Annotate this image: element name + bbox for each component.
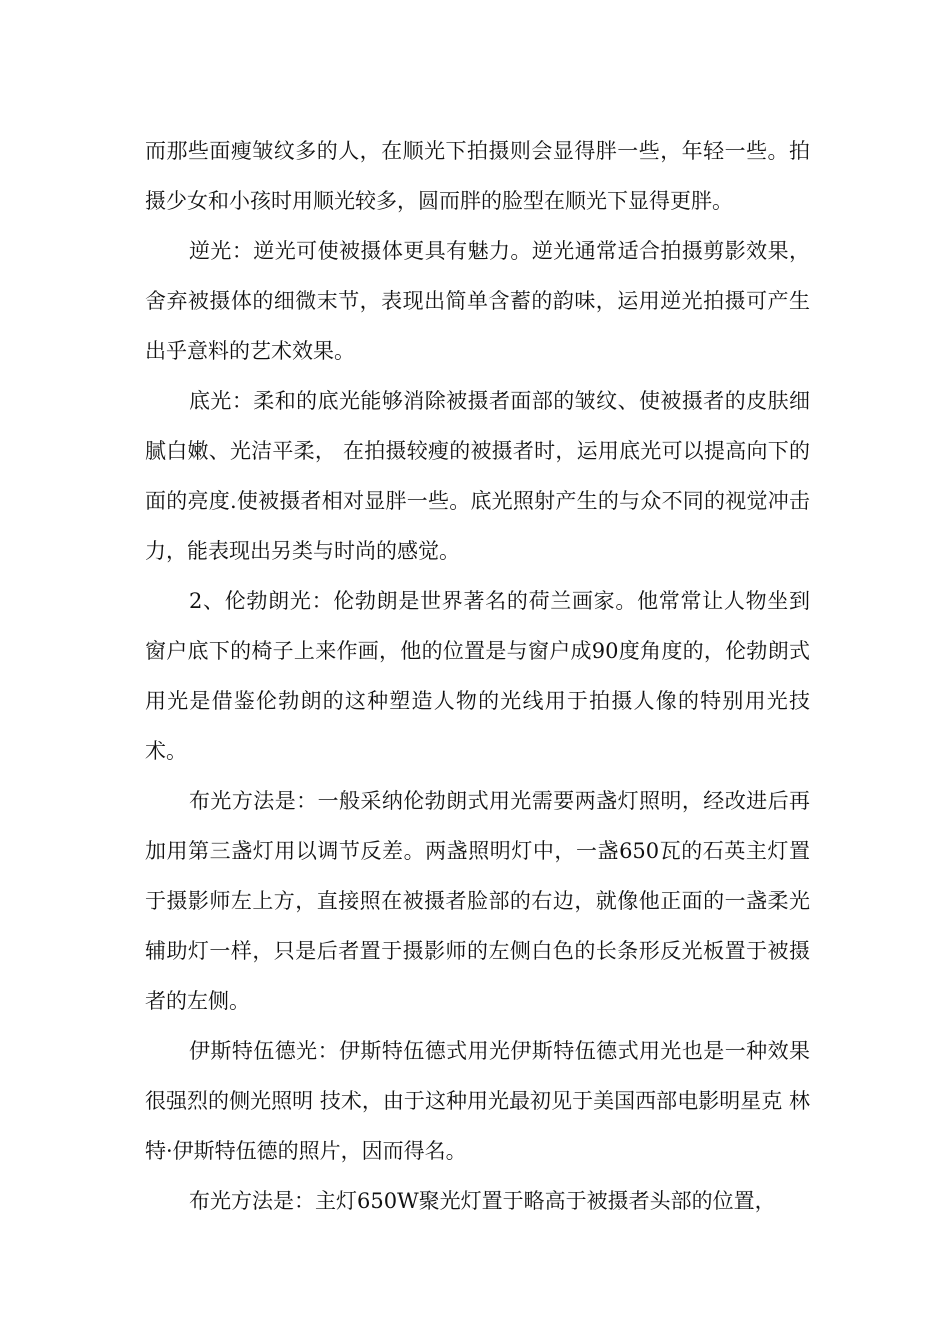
paragraph-rembrandt-setup: 布光方法是：一般采纳伦勃朗式用光需要两盏灯照明，经改进后再加用第三盏灯用以调节反差。两盏照明灯中，一盏650瓦的石英主灯置于摄影师左上方，直接照在被摄者脸部的右边，就像他正面的一盏柔光辅助灯一样，只是后者置于摄影师的左侧白色的长条形反光板置于被摄者的左侧。: [145, 789, 810, 1013]
paragraph-backlight: 逆光：逆光可使被摄体更具有魅力。逆光通常适合拍摄剪影效果，舍弃被摄体的细微末节，表现出简单含蓄的韵味，运用逆光拍摄可产生出乎意料的艺术效果。: [145, 239, 810, 363]
paragraph-rembrandt-light: 2、伦勃朗光：伦勃朗是世界著名的荷兰画家。他常常让人物坐到窗户底下的椅子上来作画，他的位置是与窗户成90度角度的，伦勃朗式用光是借鉴伦勃朗的这种塑造人物的光线用于拍摄人像的特别用光技术。: [145, 589, 810, 763]
paragraph-eastwood-light: 伊斯特伍德光：伊斯特伍德式用光伊斯特伍德式用光也是一种效果很强烈的侧光照明 技术，由于这种用光最初见于美国西部电影明星克 林特·伊斯特伍德的照片，因而得名。: [145, 1039, 810, 1163]
document-page: [145, 126, 810, 1226]
paragraph-eastwood-setup: 布光方法是：主灯650W聚光灯置于略高于被摄者头部的位置，: [189, 1189, 776, 1213]
paragraph-1: 而那些面瘦皱纹多的人，在顺光下拍摄则会显得胖一些，年轻一些。拍摄少女和小孩时用顺光较多，圆而胖的脸型在顺光下显得更胖。: [145, 139, 810, 213]
paragraph-underlight: 底光：柔和的底光能够消除被摄者面部的皱纹、使被摄者的皮肤细腻白嫩、光洁平柔， 在拍摄较瘦的被摄者时，运用底光可以提高向下的面的亮度.使被摄者相对显胖一些。底光照射产生的与众不同的视觉冲击力，能表现出另类与时尚的感觉。: [145, 389, 810, 563]
